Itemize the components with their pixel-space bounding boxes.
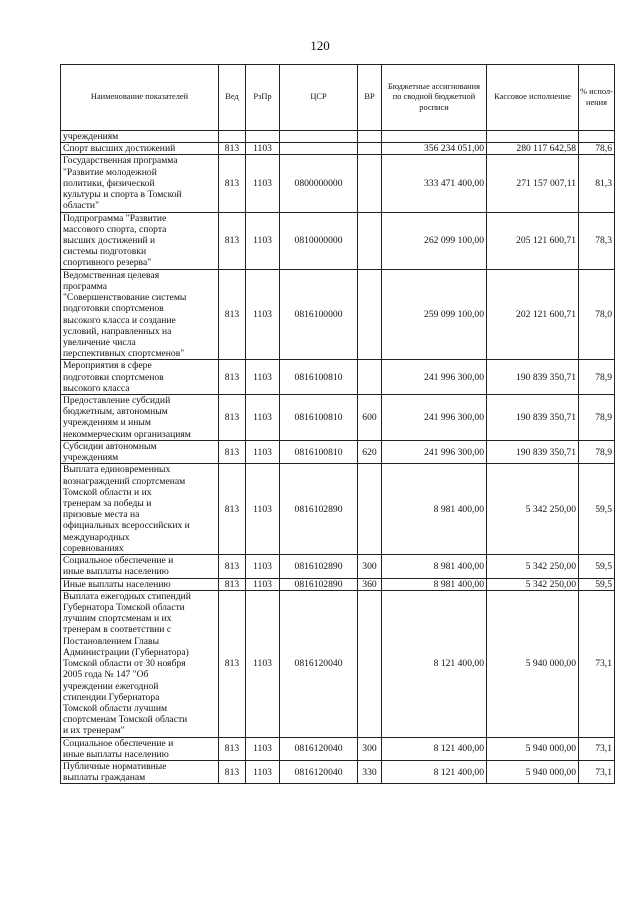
cell-rzpr: 1103 xyxy=(246,578,280,590)
cell-csr: 0816100000 xyxy=(280,269,358,360)
cell-csr: 0816120040 xyxy=(280,761,358,784)
cell-ved xyxy=(219,131,246,143)
cell-csr: 0816102890 xyxy=(280,464,358,555)
table-row xyxy=(61,555,615,578)
cell-rzpr xyxy=(246,131,280,143)
cell-name: Выплата единовременных вознаграждений спортсменам Томской области и их тренерам за победы и призовые места на официальных всероссийских и международных соревнованиях xyxy=(61,464,219,555)
cell-csr xyxy=(280,143,358,155)
cell-rzpr: 1103 xyxy=(246,269,280,360)
cell-vr: 620 xyxy=(358,440,382,463)
cell-budget: 241 996 300,00 xyxy=(382,395,487,441)
cell-pct: 59,5 xyxy=(579,578,615,590)
cell-ved: 813 xyxy=(219,155,246,212)
table-row xyxy=(61,578,615,590)
table-body xyxy=(61,131,615,784)
cell-ved: 813 xyxy=(219,395,246,441)
cell-name: Подпрограмма "Развитие массового спорта, спорта высших достижений и системы подготовки спортивного резерва" xyxy=(61,212,219,269)
cell-csr: 0800000000 xyxy=(280,155,358,212)
cell-budget: 8 121 400,00 xyxy=(382,590,487,737)
table-row xyxy=(61,440,615,463)
cell-ved: 813 xyxy=(219,269,246,360)
table-row xyxy=(61,395,615,441)
budget-execution-table xyxy=(60,64,615,784)
cell-cash: 5 940 000,00 xyxy=(487,737,579,760)
cell-pct: 73,1 xyxy=(579,737,615,760)
cell-vr: 330 xyxy=(358,761,382,784)
cell-budget: 8 981 400,00 xyxy=(382,464,487,555)
cell-vr: 300 xyxy=(358,555,382,578)
cell-rzpr: 1103 xyxy=(246,143,280,155)
cell-rzpr: 1103 xyxy=(246,761,280,784)
cell-cash: 202 121 600,71 xyxy=(487,269,579,360)
cell-pct: 73,1 xyxy=(579,590,615,737)
cell-csr: 0816102890 xyxy=(280,578,358,590)
table-row xyxy=(61,737,615,760)
cell-csr xyxy=(280,131,358,143)
cell-csr: 0816100810 xyxy=(280,360,358,395)
cell-cash: 190 839 350,71 xyxy=(487,440,579,463)
cell-name: Предоставление субсидий бюджетным, автономным учреждениям и иным некоммерческим организациям xyxy=(61,395,219,441)
cell-budget: 8 981 400,00 xyxy=(382,578,487,590)
header-pct: % испол-нения xyxy=(579,65,615,131)
cell-rzpr: 1103 xyxy=(246,464,280,555)
cell-ved: 813 xyxy=(219,555,246,578)
header-ved: Вед xyxy=(219,65,246,131)
cell-pct: 78,0 xyxy=(579,269,615,360)
cell-vr xyxy=(358,360,382,395)
cell-csr: 0816120040 xyxy=(280,590,358,737)
table-row xyxy=(61,761,615,784)
cell-rzpr: 1103 xyxy=(246,555,280,578)
cell-rzpr: 1103 xyxy=(246,155,280,212)
table-row xyxy=(61,212,615,269)
table-row xyxy=(61,464,615,555)
cell-rzpr: 1103 xyxy=(246,395,280,441)
header-name: Наименование показателей xyxy=(61,65,219,131)
cell-name: Публичные нормативные выплаты гражданам xyxy=(61,761,219,784)
cell-budget: 241 996 300,00 xyxy=(382,360,487,395)
table-header-row xyxy=(61,65,615,131)
cell-ved: 813 xyxy=(219,737,246,760)
cell-pct: 81,3 xyxy=(579,155,615,212)
cell-budget: 262 099 100,00 xyxy=(382,212,487,269)
cell-csr: 0816100810 xyxy=(280,440,358,463)
cell-pct: 73,1 xyxy=(579,761,615,784)
cell-pct: 78,3 xyxy=(579,212,615,269)
cell-rzpr: 1103 xyxy=(246,360,280,395)
cell-name: Государственная программа "Развитие молодежной политики, физической культуры и спорта в Томской области" xyxy=(61,155,219,212)
cell-vr xyxy=(358,131,382,143)
cell-budget: 241 996 300,00 xyxy=(382,440,487,463)
cell-rzpr: 1103 xyxy=(246,440,280,463)
cell-budget: 8 121 400,00 xyxy=(382,737,487,760)
cell-budget xyxy=(382,131,487,143)
table-row xyxy=(61,360,615,395)
cell-vr: 600 xyxy=(358,395,382,441)
cell-ved: 813 xyxy=(219,761,246,784)
cell-cash xyxy=(487,131,579,143)
cell-vr xyxy=(358,143,382,155)
header-budget: Бюджетные ассигнования по сводной бюджетной росписи xyxy=(382,65,487,131)
cell-name: Социальное обеспечение и иные выплаты населению xyxy=(61,737,219,760)
cell-cash: 5 342 250,00 xyxy=(487,578,579,590)
cell-name: учреждениям xyxy=(61,131,219,143)
cell-ved: 813 xyxy=(219,360,246,395)
cell-pct: 78,9 xyxy=(579,360,615,395)
cell-ved: 813 xyxy=(219,590,246,737)
cell-name: Мероприятия в сфере подготовки спортсменов высокого класса xyxy=(61,360,219,395)
cell-name: Ведомственная целевая программа "Совершенствование системы подготовки спортсменов высокого класса и создание условий, направленных на увеличение числа перспективных спортсменов" xyxy=(61,269,219,360)
cell-cash: 205 121 600,71 xyxy=(487,212,579,269)
cell-vr: 300 xyxy=(358,737,382,760)
cell-name: Спорт высших достижений xyxy=(61,143,219,155)
cell-rzpr: 1103 xyxy=(246,737,280,760)
cell-cash: 5 940 000,00 xyxy=(487,761,579,784)
cell-pct: 78,9 xyxy=(579,395,615,441)
header-csr: ЦСР xyxy=(280,65,358,131)
cell-budget: 356 234 051,00 xyxy=(382,143,487,155)
page-number: 120 xyxy=(310,38,330,53)
cell-csr: 0816100810 xyxy=(280,395,358,441)
cell-cash: 5 342 250,00 xyxy=(487,555,579,578)
table-row xyxy=(61,155,615,212)
cell-pct: 59,5 xyxy=(579,555,615,578)
cell-pct: 59,5 xyxy=(579,464,615,555)
header-vr: ВР xyxy=(358,65,382,131)
cell-ved: 813 xyxy=(219,212,246,269)
table-row xyxy=(61,269,615,360)
cell-csr: 0810000000 xyxy=(280,212,358,269)
table-row xyxy=(61,131,615,143)
cell-csr: 0816102890 xyxy=(280,555,358,578)
cell-vr xyxy=(358,269,382,360)
cell-cash: 5 342 250,00 xyxy=(487,464,579,555)
cell-cash: 280 117 642,58 xyxy=(487,143,579,155)
cell-ved: 813 xyxy=(219,143,246,155)
cell-rzpr: 1103 xyxy=(246,590,280,737)
cell-pct: 78,9 xyxy=(579,440,615,463)
cell-name: Социальное обеспечение и иные выплаты населению xyxy=(61,555,219,578)
cell-budget: 8 121 400,00 xyxy=(382,761,487,784)
table-row xyxy=(61,143,615,155)
cell-ved: 813 xyxy=(219,440,246,463)
cell-vr xyxy=(358,464,382,555)
cell-ved: 813 xyxy=(219,578,246,590)
cell-pct: 78,6 xyxy=(579,143,615,155)
cell-cash: 271 157 007,11 xyxy=(487,155,579,212)
cell-vr xyxy=(358,590,382,737)
cell-cash: 5 940 000,00 xyxy=(487,590,579,737)
cell-pct xyxy=(579,131,615,143)
cell-budget: 259 099 100,00 xyxy=(382,269,487,360)
cell-ved: 813 xyxy=(219,464,246,555)
cell-name: Иные выплаты населению xyxy=(61,578,219,590)
cell-vr xyxy=(358,155,382,212)
cell-vr: 360 xyxy=(358,578,382,590)
cell-vr xyxy=(358,212,382,269)
cell-csr: 0816120040 xyxy=(280,737,358,760)
cell-budget: 333 471 400,00 xyxy=(382,155,487,212)
cell-rzpr: 1103 xyxy=(246,212,280,269)
cell-name: Субсидии автономным учреждениям xyxy=(61,440,219,463)
header-rzpr: РзПр xyxy=(246,65,280,131)
cell-name: Выплата ежегодных стипендий Губернатора Томской области лучшим спортсменам и их тренерам в соответствии с Постановлением Главы Администрации (Губернатора) Томской области от 30 ноября 2005 года № 147 "Об учреждении ежегодной стипендии Губернатора Томской области лучшим спортсменам Томской области и их тренерам" xyxy=(61,590,219,737)
cell-cash: 190 839 350,71 xyxy=(487,360,579,395)
cell-budget: 8 981 400,00 xyxy=(382,555,487,578)
table-row xyxy=(61,590,615,737)
header-cash: Кассовое исполнение xyxy=(487,65,579,131)
cell-cash: 190 839 350,71 xyxy=(487,395,579,441)
